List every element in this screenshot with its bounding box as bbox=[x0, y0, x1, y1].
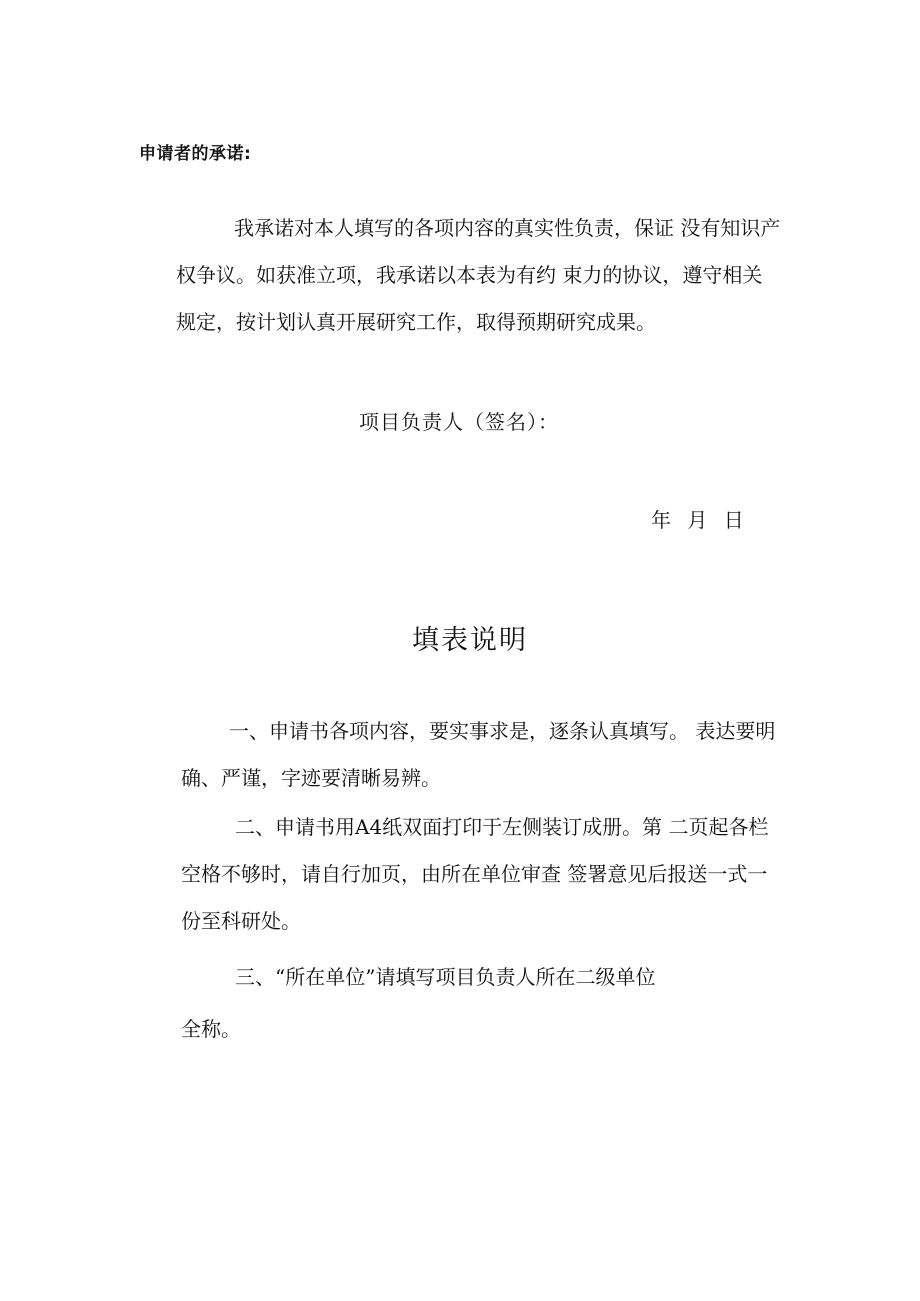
instruction-item-1 bbox=[181, 708, 821, 802]
instruction-item-3-line-2: 全称。 bbox=[181, 1017, 241, 1041]
instruction-item-3-line-1: 三、“所在单位”请填写项目负责人所在二级单位 bbox=[235, 965, 656, 989]
instruction-line: 确、严谨，字迹要清晰易辨。 bbox=[181, 766, 441, 790]
commitment-heading: 申请者的承诺: bbox=[139, 144, 252, 164]
instruction-line: 份至科研处。 bbox=[181, 909, 301, 933]
instruction-line: 二、申请书用A4纸双面打印于左侧装订成册。第 二页起各栏 bbox=[235, 815, 769, 839]
instruction-item-2 bbox=[181, 804, 821, 945]
commitment-line: 我承诺对本人填写的各项内容的真实性负责，保证 没有知识产 bbox=[234, 216, 781, 240]
commitment-paragraph bbox=[176, 205, 826, 346]
signature-label: 项目负责人（签名）： bbox=[359, 410, 559, 434]
date-label: 年 月 日 bbox=[651, 508, 744, 532]
instructions-title: 填表说明 bbox=[412, 625, 528, 656]
instruction-line: 一、申请书各项内容，要实事求是，逐条认真填写。 表达要明 bbox=[229, 719, 776, 743]
commitment-line: 权争议。如获准立项，我承诺以本表为有约 束力的协议，遵守相关 bbox=[176, 263, 763, 287]
instruction-line: 空格不够时，请自行加页，由所在单位审查 签署意见后报送一式一 bbox=[181, 862, 768, 886]
commitment-line: 规定，按计划认真开展研究工作，取得预期研究成果。 bbox=[176, 310, 656, 334]
